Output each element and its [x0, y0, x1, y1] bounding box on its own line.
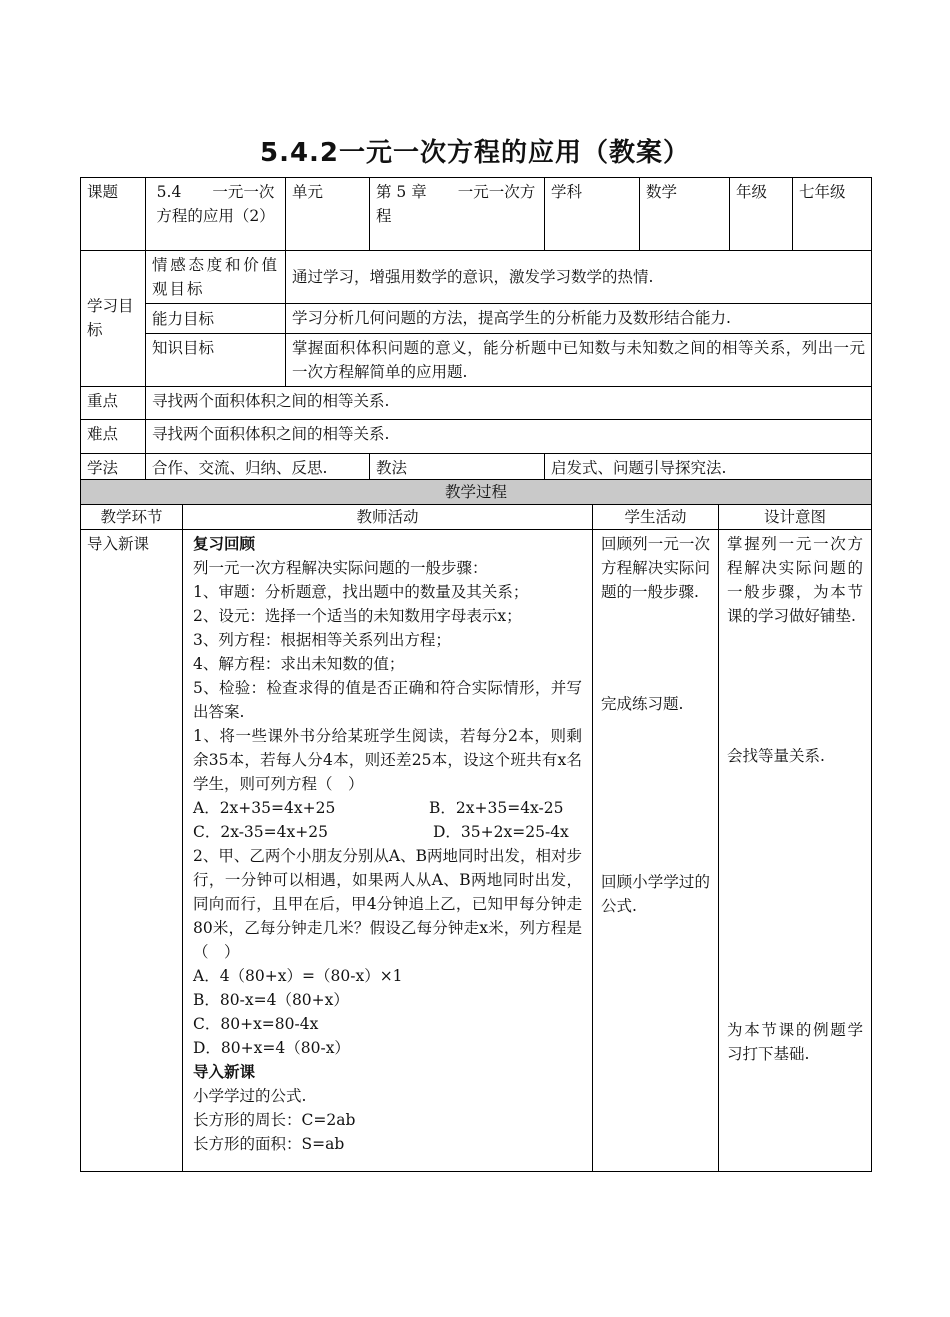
grade-label: 年级 [730, 178, 793, 251]
intent-note: 掌握列一元一次方程解决实际问题的一般步骤，为本节课的学习做好铺垫. [727, 535, 864, 625]
review-line: 1、审题：分析题意，找出题中的数量及其关系； [193, 583, 529, 601]
review-line: 2、设元：选择一个适当的未知数用字母表示x； [193, 607, 522, 625]
goal-text: 学习分析几何问题的方法，提高学生的分析能力及数形结合能力. [286, 304, 872, 334]
page-title: 5.4.2一元一次方程的应用（教案） [259, 138, 691, 168]
student-note: 回顾小学学过的公式. [601, 873, 710, 915]
lesson-info-table [80, 177, 872, 490]
unit-label: 单元 [286, 178, 370, 251]
intent-note: 为本节课的例题学习打下基础. [727, 1021, 864, 1063]
unit-value: 第 5 章 一元一次方程 [370, 178, 545, 251]
review-line: 列一元一次方程解决实际问题的一般步骤： [193, 559, 488, 577]
q2-option: A．4（80+x）=（80-x）×1 [193, 967, 403, 985]
q1-option: C．2x-35=4x+25 [193, 823, 328, 841]
q1-option: A．2x+35=4x+25 [193, 799, 336, 817]
student-activity [593, 530, 719, 1172]
grade-value: 七年级 [793, 178, 872, 251]
subject-value: 数学 [640, 178, 730, 251]
process-header: 教学过程 [81, 480, 872, 505]
study-method-label: 学法 [81, 454, 146, 490]
question-2: 2、甲、乙两个小朋友分别从A、B两地同时出发，相对步行，一分钟可以相遇，如果两人从A、B两地同时出发，同向而行，且甲在后，甲4分钟追上乙，已知甲每分钟走80米，乙每分钟走几米？假设乙每分钟走x米，列方程是（ ） [193, 847, 582, 961]
goal-text: 通过学习，增强用数学的意识，激发学习数学的热情. [286, 251, 872, 304]
teach-method-label: 教法 [370, 454, 545, 490]
goal-text: 掌握面积体积问题的意义，能分析题中已知数与未知数之间的相等关系，列出一元一次方程解简单的应用题. [286, 334, 872, 387]
topic-label: 课题 [81, 178, 146, 251]
column-header: 设计意图 [719, 505, 872, 530]
key-point-label: 重点 [81, 387, 146, 420]
review-line: 5、检验：检查求得的值是否正确和符合实际情形，并写出答案. [193, 679, 582, 721]
intro-title: 导入新课 [193, 1062, 256, 1081]
intro-line: 长方形的面积：S=ab [193, 1135, 345, 1153]
q1-option: B．2x+35=4x-25 [429, 799, 564, 817]
student-note: 回顾列一元一次方程解决实际问题的一般步骤. [601, 535, 710, 601]
student-note: 完成练习题. [601, 695, 684, 713]
topic-value: 5.4 一元一次方程的应用（2） [146, 178, 286, 251]
q2-option: D．80+x=4（80-x） [193, 1039, 350, 1057]
teaching-process-table [80, 479, 872, 1172]
intro-line: 小学学过的公式. [193, 1087, 307, 1105]
design-intent [719, 530, 872, 1172]
goal-label: 知识目标 [146, 334, 286, 387]
q2-option: B．80-x=4（80+x） [193, 991, 349, 1009]
question-1: 1、将一些课外书分给某班学生阅读，若每分2本，则剩余35本，若每人分4本，则还差25本，设这个班共有x名学生，则可列方程（ ） [193, 727, 582, 793]
intro-line: 长方形的周长：C=2ab [193, 1111, 356, 1129]
key-point-text: 寻找两个面积体积之间的相等关系. [146, 387, 872, 420]
q2-option: C．80+x=80-4x [193, 1015, 319, 1033]
q1-option: D．35+2x=25-4x [433, 823, 569, 841]
review-line: 3、列方程：根据相等关系列出方程； [193, 631, 451, 649]
column-header: 学生活动 [593, 505, 719, 530]
goals-label: 学习目标 [81, 251, 146, 387]
study-method-text: 合作、交流、归纳、反思. [146, 454, 370, 490]
teach-method-text: 启发式、问题引导探究法. [545, 454, 872, 490]
subject-label: 学科 [545, 178, 640, 251]
teacher-activity [183, 530, 593, 1172]
review-line: 4、解方程：求出未知数的值； [193, 655, 405, 673]
review-title: 复习回顾 [193, 534, 256, 553]
stage-label: 导入新课 [81, 530, 183, 1172]
difficulty-label: 难点 [81, 420, 146, 454]
goal-label: 情感态度和价值观目标 [146, 251, 286, 304]
difficulty-text: 寻找两个面积体积之间的相等关系. [146, 420, 872, 454]
column-header: 教学环节 [81, 505, 183, 530]
intent-note: 会找等量关系. [727, 747, 825, 765]
goal-label: 能力目标 [146, 304, 286, 334]
column-header: 教师活动 [183, 505, 593, 530]
